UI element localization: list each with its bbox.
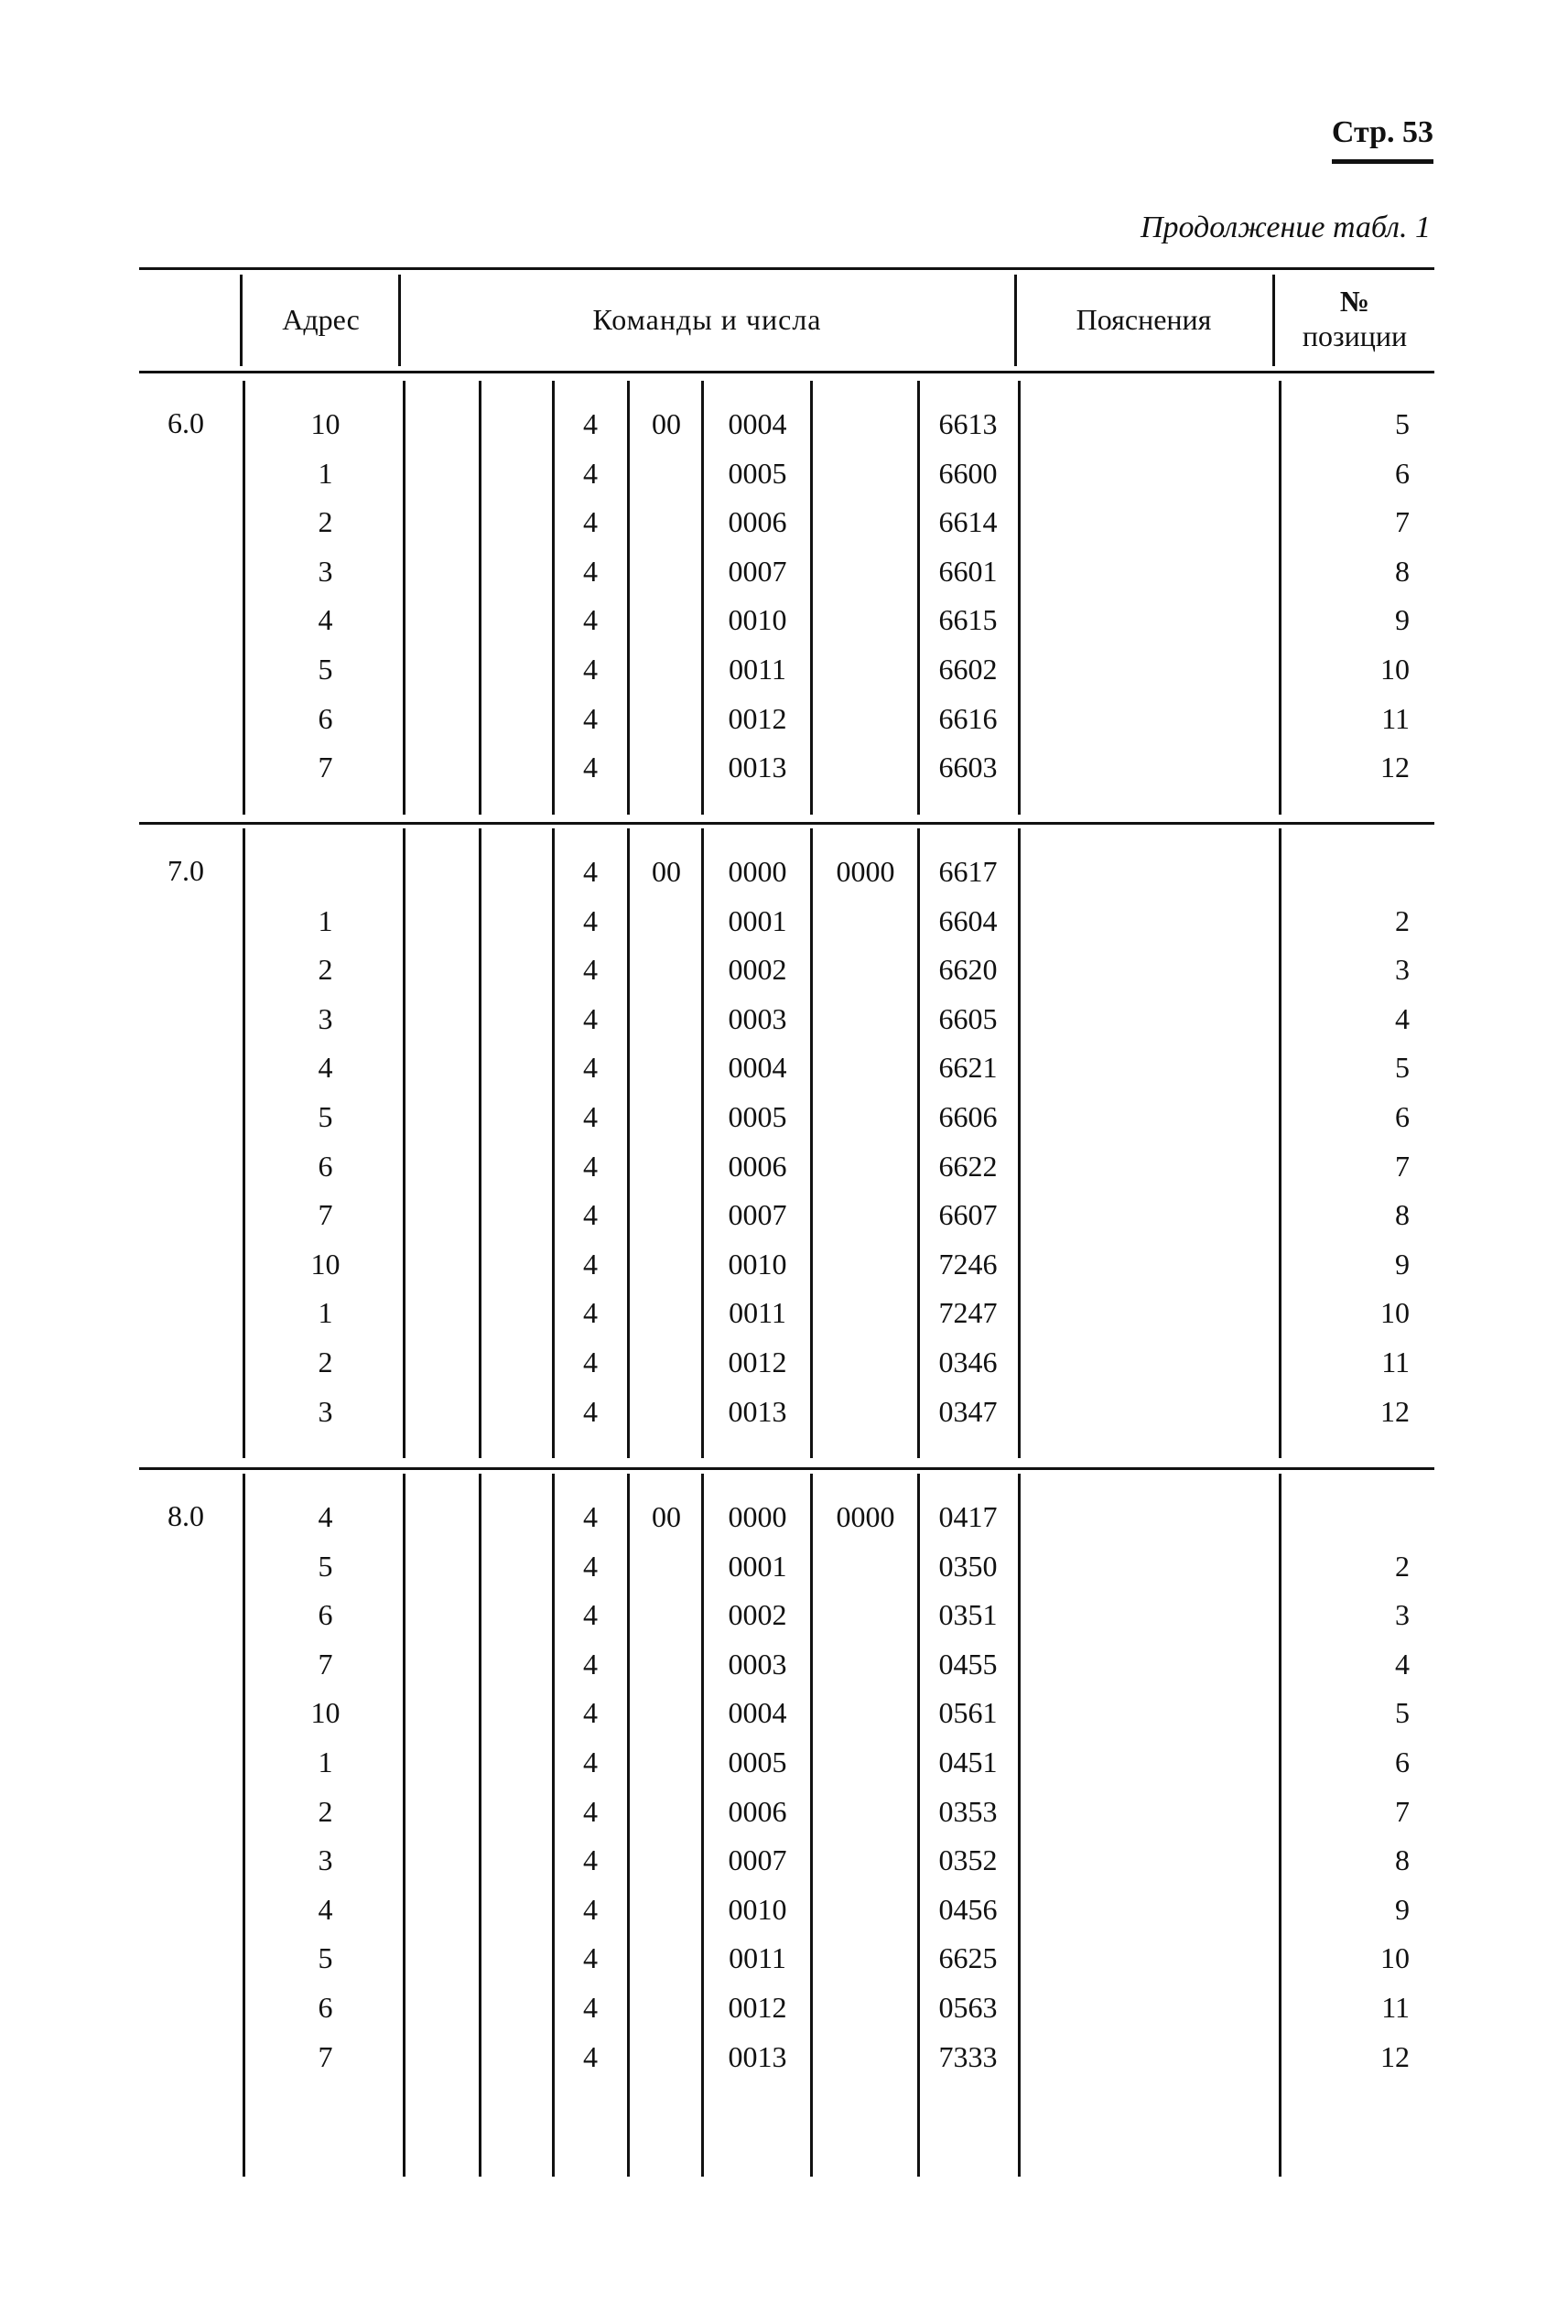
cell-c2 <box>630 497 703 546</box>
cell-c1: 4 <box>583 1598 598 1632</box>
cell-c1: 4 <box>583 2039 598 2073</box>
header-position-number-sign: № <box>1339 285 1370 318</box>
cell-c1: 4 <box>583 751 598 784</box>
cell-pos: 2 <box>1395 903 1410 937</box>
cell-c4 <box>813 994 918 1043</box>
cell-pos: 3 <box>1395 953 1410 987</box>
header-position: позиции <box>1302 319 1408 352</box>
cell-c5: 7246 <box>938 1247 998 1281</box>
cell-c5: 6606 <box>938 1100 998 1133</box>
cell-c4 <box>813 896 918 946</box>
cell-addr: 10 <box>310 1696 341 1730</box>
cell-c3: 0013 <box>728 1394 787 1428</box>
cell-c3: 0004 <box>728 407 787 440</box>
cell-c1: 4 <box>583 1394 598 1428</box>
cell-addr: 6 <box>318 1149 333 1183</box>
cell-c2 <box>630 994 703 1043</box>
cell-c1: 4 <box>583 1500 598 1533</box>
cell-c1: 4 <box>583 1549 598 1583</box>
cell-c4 <box>813 546 918 596</box>
cell-c4 <box>813 1983 918 2032</box>
cell-c2 <box>630 1639 703 1689</box>
cell-c5: 6600 <box>938 456 998 490</box>
cell-c4 <box>813 1590 918 1639</box>
cell-c4 <box>813 1043 918 1092</box>
cell-c4 <box>813 1337 918 1387</box>
header-divider <box>1272 275 1275 366</box>
cell-c5: 6605 <box>938 1001 998 1035</box>
column-rule <box>1018 381 1021 815</box>
cell-c4: 0000 <box>836 855 895 888</box>
cell-pos: 6 <box>1395 1746 1410 1778</box>
cell-c3: 0005 <box>728 456 787 490</box>
cell-addr: 4 <box>318 1500 333 1533</box>
cell-c3: 0001 <box>728 1549 787 1583</box>
cell-c5: 6622 <box>938 1149 998 1183</box>
cell-c5: 7333 <box>938 2039 998 2073</box>
cell-c1: 4 <box>583 1941 598 1975</box>
block-label: 8.0 <box>168 1499 204 1532</box>
cell-addr: 1 <box>318 903 333 937</box>
cell-c4 <box>813 1737 918 1787</box>
cell-pos: 11 <box>1381 701 1410 735</box>
cell-c3: 0005 <box>728 1746 787 1778</box>
cell-c3: 0012 <box>728 701 787 735</box>
cell-c2 <box>630 1787 703 1836</box>
cell-c1: 4 <box>583 1051 598 1085</box>
cell-addr: 10 <box>310 1247 341 1281</box>
cell-c4 <box>813 1387 918 1436</box>
cell-addr: 7 <box>318 1198 333 1232</box>
cell-pos: 9 <box>1395 1247 1410 1281</box>
cell-c3: 0002 <box>728 1598 787 1632</box>
cell-c2 <box>630 1190 703 1239</box>
cell-pos: 7 <box>1395 1794 1410 1828</box>
column-rule <box>479 1474 481 2177</box>
cell-addr: 2 <box>318 1346 333 1378</box>
cell-c3: 0005 <box>728 1100 787 1133</box>
cell-addr: 6 <box>318 701 333 735</box>
cell-c1: 4 <box>583 1296 598 1330</box>
cell-pos: 6 <box>1395 1100 1410 1133</box>
cell-pos: 4 <box>1395 1001 1410 1035</box>
cell-addr: 1 <box>318 1746 333 1778</box>
cell-c1: 4 <box>583 1001 598 1035</box>
column-rule <box>1018 828 1021 1458</box>
cell-c2 <box>630 1983 703 2032</box>
cell-pos: 10 <box>1380 653 1410 686</box>
cell-c4 <box>813 1835 918 1885</box>
cell-addr: 10 <box>310 407 341 440</box>
cell-pos: 5 <box>1395 407 1410 440</box>
cell-c2: 00 <box>652 1500 681 1533</box>
cell-c3: 0010 <box>728 1247 787 1281</box>
cell-c3: 0012 <box>728 1991 787 2024</box>
block-label: 6.0 <box>168 406 204 439</box>
cell-c2 <box>630 896 703 946</box>
cell-pos <box>1281 847 1410 896</box>
cell-addr: 5 <box>318 1941 333 1975</box>
cell-c5: 0353 <box>938 1794 998 1828</box>
cell-c2 <box>630 1387 703 1436</box>
page-number: Стр. 53 <box>1332 115 1433 164</box>
cell-c4 <box>813 1141 918 1191</box>
cell-c2 <box>630 2032 703 2081</box>
cell-c5: 6601 <box>938 554 998 588</box>
cell-pos: 9 <box>1395 1892 1410 1926</box>
cell-c1: 4 <box>583 1100 598 1133</box>
cell-c3: 0010 <box>728 1892 787 1926</box>
cell-c2 <box>630 595 703 644</box>
cell-c5: 0351 <box>938 1598 998 1632</box>
cell-c3: 0007 <box>728 1198 787 1232</box>
cell-c4 <box>813 1787 918 1836</box>
cell-c4 <box>813 1092 918 1141</box>
cell-c1: 4 <box>583 407 598 440</box>
cell-c1: 4 <box>583 701 598 735</box>
cell-c2 <box>630 546 703 596</box>
cell-addr: 3 <box>318 554 333 588</box>
cell-pos: 7 <box>1395 1149 1410 1183</box>
cell-c5: 6604 <box>938 903 998 937</box>
cell-addr: 7 <box>318 1647 333 1681</box>
cell-c1: 4 <box>583 603 598 637</box>
cell-c5: 6617 <box>938 855 998 888</box>
cell-addr: 5 <box>318 653 333 686</box>
table-top-rule <box>139 267 1434 270</box>
cell-addr: 5 <box>318 1100 333 1133</box>
cell-pos: 10 <box>1380 1296 1410 1330</box>
cell-c4 <box>813 1541 918 1591</box>
cell-c1: 4 <box>583 554 598 588</box>
cell-pos: 12 <box>1380 751 1410 784</box>
cell-c4 <box>813 1239 918 1289</box>
cell-c4 <box>813 1288 918 1337</box>
cell-c3: 0004 <box>728 1051 787 1085</box>
cell-c5: 6616 <box>938 701 998 735</box>
cell-c4: 0000 <box>836 1500 895 1533</box>
cell-c3: 0013 <box>728 751 787 784</box>
header-divider <box>1014 275 1017 366</box>
cell-c3: 0000 <box>728 855 787 888</box>
cell-addr: 3 <box>318 1843 333 1877</box>
cell-c4 <box>813 694 918 743</box>
cell-c5: 6603 <box>938 751 998 784</box>
cell-c4 <box>813 945 918 994</box>
cell-addr: 4 <box>318 1051 333 1085</box>
cell-pos: 11 <box>1381 1991 1410 2024</box>
cell-addr: 7 <box>318 2039 333 2073</box>
cell-c1: 4 <box>583 1149 598 1183</box>
cell-pos: 11 <box>1381 1346 1410 1378</box>
cell-c1: 4 <box>583 1892 598 1926</box>
cell-c4 <box>813 1190 918 1239</box>
cell-c5: 0347 <box>938 1394 998 1428</box>
cell-pos: 6 <box>1395 456 1410 490</box>
cell-c1: 4 <box>583 1843 598 1877</box>
cell-addr: 4 <box>318 1892 333 1926</box>
cell-c2 <box>630 1043 703 1092</box>
cell-c5: 0352 <box>938 1843 998 1877</box>
column-rule <box>479 828 481 1458</box>
cell-c1: 4 <box>583 1794 598 1828</box>
cell-addr: 4 <box>318 603 333 637</box>
cell-c2 <box>630 1337 703 1387</box>
cell-c5: 6625 <box>938 1941 998 1975</box>
cell-c1: 4 <box>583 456 598 490</box>
cell-c1: 4 <box>583 1991 598 2024</box>
cell-pos: 10 <box>1380 1941 1410 1975</box>
cell-addr: 2 <box>318 953 333 987</box>
cell-addr: 2 <box>318 1794 333 1828</box>
header-commands-and-numbers: Команды и числа <box>592 303 822 336</box>
cell-c3: 0012 <box>728 1346 787 1378</box>
cell-c2 <box>630 945 703 994</box>
cell-c1: 4 <box>583 1647 598 1681</box>
cell-c5: 0346 <box>938 1346 998 1378</box>
cell-pos: 4 <box>1395 1647 1410 1681</box>
cell-c4 <box>813 595 918 644</box>
cell-c2: 00 <box>652 855 681 888</box>
cell-c4 <box>813 449 918 498</box>
block-label: 7.0 <box>168 854 204 887</box>
cell-addr: 3 <box>318 1001 333 1035</box>
cell-c1: 4 <box>583 1746 598 1778</box>
cell-c3: 0003 <box>728 1647 787 1681</box>
cell-c3: 0011 <box>729 1296 786 1330</box>
cell-c1: 4 <box>583 1198 598 1232</box>
cell-pos: 12 <box>1380 2039 1410 2073</box>
cell-c5: 0350 <box>938 1549 998 1583</box>
cell-c1: 4 <box>583 855 598 888</box>
cell-c3: 0000 <box>728 1500 787 1533</box>
column-rule <box>1018 1474 1021 2177</box>
cell-c1: 4 <box>583 1696 598 1730</box>
cell-c3: 0013 <box>728 2039 787 2073</box>
column-rule <box>479 381 481 815</box>
cell-c3: 0003 <box>728 1001 787 1035</box>
block-separator-rule <box>139 1467 1434 1470</box>
cell-c4 <box>813 1688 918 1737</box>
cell-addr: 5 <box>318 1549 333 1583</box>
cell-pos: 8 <box>1395 1198 1410 1232</box>
cell-c2 <box>630 644 703 694</box>
cell-c5: 6615 <box>938 603 998 637</box>
cell-c4 <box>813 1639 918 1689</box>
cell-c3: 0002 <box>728 953 787 987</box>
cell-c3: 0010 <box>728 603 787 637</box>
cell-addr: 7 <box>318 751 333 784</box>
cell-c5: 0563 <box>938 1991 998 2024</box>
cell-c5: 6621 <box>938 1051 998 1085</box>
cell-c4 <box>813 742 918 792</box>
cell-c3: 0004 <box>728 1696 787 1730</box>
cell-c1: 4 <box>583 505 598 539</box>
cell-c5: 6620 <box>938 953 998 987</box>
cell-c2 <box>630 1737 703 1787</box>
cell-pos: 7 <box>1395 505 1410 539</box>
cell-addr: 6 <box>318 1991 333 2024</box>
cell-c4 <box>813 1933 918 1983</box>
cell-c4 <box>813 399 918 449</box>
cell-c3: 0011 <box>729 1941 786 1975</box>
cell-c2 <box>630 1590 703 1639</box>
cell-addr: 2 <box>318 505 333 539</box>
cell-pos: 5 <box>1395 1696 1410 1730</box>
cell-c2 <box>630 1239 703 1289</box>
cell-c1: 4 <box>583 1247 598 1281</box>
cell-pos: 2 <box>1395 1549 1410 1583</box>
cell-c5: 6614 <box>938 505 998 539</box>
cell-c3: 0006 <box>728 1794 787 1828</box>
cell-c5: 7247 <box>938 1296 998 1330</box>
cell-c5: 6602 <box>938 653 998 686</box>
table-continuation-caption: Продолжение табл. 1 <box>1140 211 1431 244</box>
header-divider <box>240 275 243 366</box>
cell-c1: 4 <box>583 653 598 686</box>
cell-c2 <box>630 1541 703 1591</box>
cell-c5: 0561 <box>938 1696 998 1730</box>
block-separator-rule <box>139 822 1434 825</box>
cell-c5: 0417 <box>938 1500 998 1533</box>
cell-c5: 6613 <box>938 407 998 440</box>
cell-addr: 1 <box>318 1296 333 1330</box>
cell-pos: 8 <box>1395 554 1410 588</box>
cell-c4 <box>813 1885 918 1934</box>
cell-pos <box>1281 1492 1410 1541</box>
cell-c1: 4 <box>583 903 598 937</box>
header-address: Адрес <box>282 303 360 336</box>
cell-c2 <box>630 1688 703 1737</box>
cell-c3: 0007 <box>728 1843 787 1877</box>
cell-c5: 0455 <box>938 1647 998 1681</box>
cell-c4 <box>813 644 918 694</box>
cell-c2 <box>630 449 703 498</box>
cell-pos: 12 <box>1380 1394 1410 1428</box>
cell-c3: 0011 <box>729 653 786 686</box>
cell-c3: 0006 <box>728 505 787 539</box>
header-explanations: Пояснения <box>1076 303 1212 336</box>
cell-c2 <box>630 1092 703 1141</box>
header-divider <box>398 275 401 366</box>
cell-c1: 4 <box>583 953 598 987</box>
cell-c5: 0451 <box>938 1746 998 1778</box>
cell-c2 <box>630 1933 703 1983</box>
cell-c4 <box>813 497 918 546</box>
cell-c5: 0456 <box>938 1892 998 1926</box>
cell-pos: 5 <box>1395 1051 1410 1085</box>
cell-addr: 6 <box>318 1598 333 1632</box>
cell-c1: 4 <box>583 1346 598 1378</box>
cell-addr <box>245 847 406 896</box>
cell-c2 <box>630 1835 703 1885</box>
cell-c2 <box>630 1885 703 1934</box>
cell-c3: 0006 <box>728 1149 787 1183</box>
cell-c3: 0007 <box>728 554 787 588</box>
cell-c2 <box>630 1288 703 1337</box>
cell-pos: 8 <box>1395 1843 1410 1877</box>
cell-c2 <box>630 742 703 792</box>
cell-addr: 1 <box>318 456 333 490</box>
cell-pos: 9 <box>1395 603 1410 637</box>
cell-c2: 00 <box>652 407 681 440</box>
header-bottom-rule <box>139 371 1434 373</box>
cell-c5: 6607 <box>938 1198 998 1232</box>
cell-pos: 3 <box>1395 1598 1410 1632</box>
cell-c2 <box>630 694 703 743</box>
cell-c2 <box>630 1141 703 1191</box>
cell-c4 <box>813 2032 918 2081</box>
cell-addr: 3 <box>318 1394 333 1428</box>
cell-c3: 0001 <box>728 903 787 937</box>
